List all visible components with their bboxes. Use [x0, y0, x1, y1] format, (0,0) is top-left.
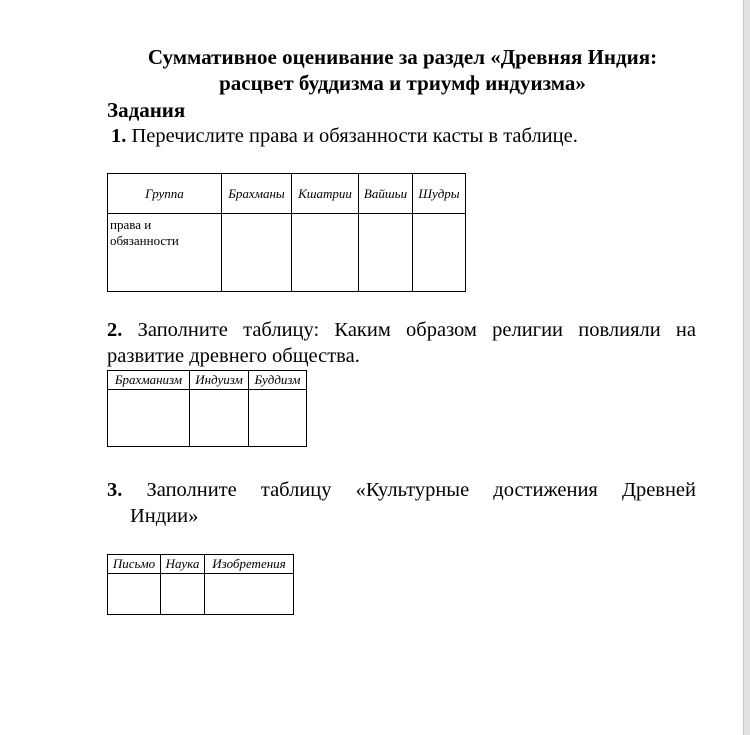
- cell-science[interactable]: [161, 574, 205, 615]
- header-science: Наука: [161, 555, 205, 574]
- religions-table-header-row: [108, 371, 307, 390]
- cell-hinduism[interactable]: [190, 390, 249, 447]
- header-inventions: Изобретения: [205, 555, 294, 574]
- task-3-number: 3.: [107, 479, 123, 501]
- section-heading: Задания: [107, 98, 186, 122]
- task-2: [107, 317, 696, 369]
- cell-shudras[interactable]: [413, 214, 466, 292]
- task-3-line-1: [107, 477, 696, 503]
- culture-table-header-row: [108, 555, 294, 574]
- task-3-text-line-1: Заполните таблицу «Культурные достижения Древней: [146, 479, 697, 501]
- task-1-number: 1.: [111, 125, 127, 147]
- cell-writing[interactable]: [108, 574, 161, 615]
- religions-table-row: [108, 390, 307, 447]
- page-edge: [743, 0, 750, 735]
- cell-inventions[interactable]: [205, 574, 294, 615]
- row-label-rights-duties: права и обязанности: [108, 214, 222, 292]
- cell-kshatriyas[interactable]: [292, 214, 359, 292]
- task-2-text: Заполните таблицу: Каким образом религии повлияли на развитие древнего общества.: [107, 319, 697, 367]
- title-line-2: расцвет буддизма и триумф индуизма»: [219, 71, 586, 95]
- religions-table: [107, 370, 307, 447]
- castes-table-row: [108, 214, 466, 292]
- castes-table-header-row: [108, 174, 466, 214]
- cell-brahmanism[interactable]: [108, 390, 190, 447]
- document-title: [120, 44, 685, 96]
- header-brahmins: Брахманы: [222, 174, 292, 214]
- culture-table: [107, 554, 294, 615]
- title-line-1: Суммативное оценивание за раздел «Древняя Индия:: [147, 45, 658, 69]
- header-hinduism: Индуизм: [190, 371, 249, 390]
- task-1: [111, 123, 711, 149]
- task-2-number: 2.: [107, 319, 123, 341]
- task-1-text: Перечислите права и обязанности касты в таблице.: [131, 125, 578, 147]
- cell-brahmins[interactable]: [222, 214, 292, 292]
- task-3: [107, 477, 696, 529]
- header-brahmanism: Брахманизм: [108, 371, 190, 390]
- header-vaishyas: Вайшьи: [359, 174, 413, 214]
- header-writing: Письмо: [108, 555, 161, 574]
- cell-vaishyas[interactable]: [359, 214, 413, 292]
- culture-table-row: [108, 574, 294, 615]
- cell-buddhism[interactable]: [249, 390, 307, 447]
- castes-table: [107, 173, 466, 292]
- header-shudras: Шудры: [413, 174, 466, 214]
- header-buddhism: Буддизм: [249, 371, 307, 390]
- header-group: Группа: [108, 174, 222, 214]
- task-3-text-line-2: Индии»: [130, 505, 199, 527]
- header-kshatriyas: Кшатрии: [292, 174, 359, 214]
